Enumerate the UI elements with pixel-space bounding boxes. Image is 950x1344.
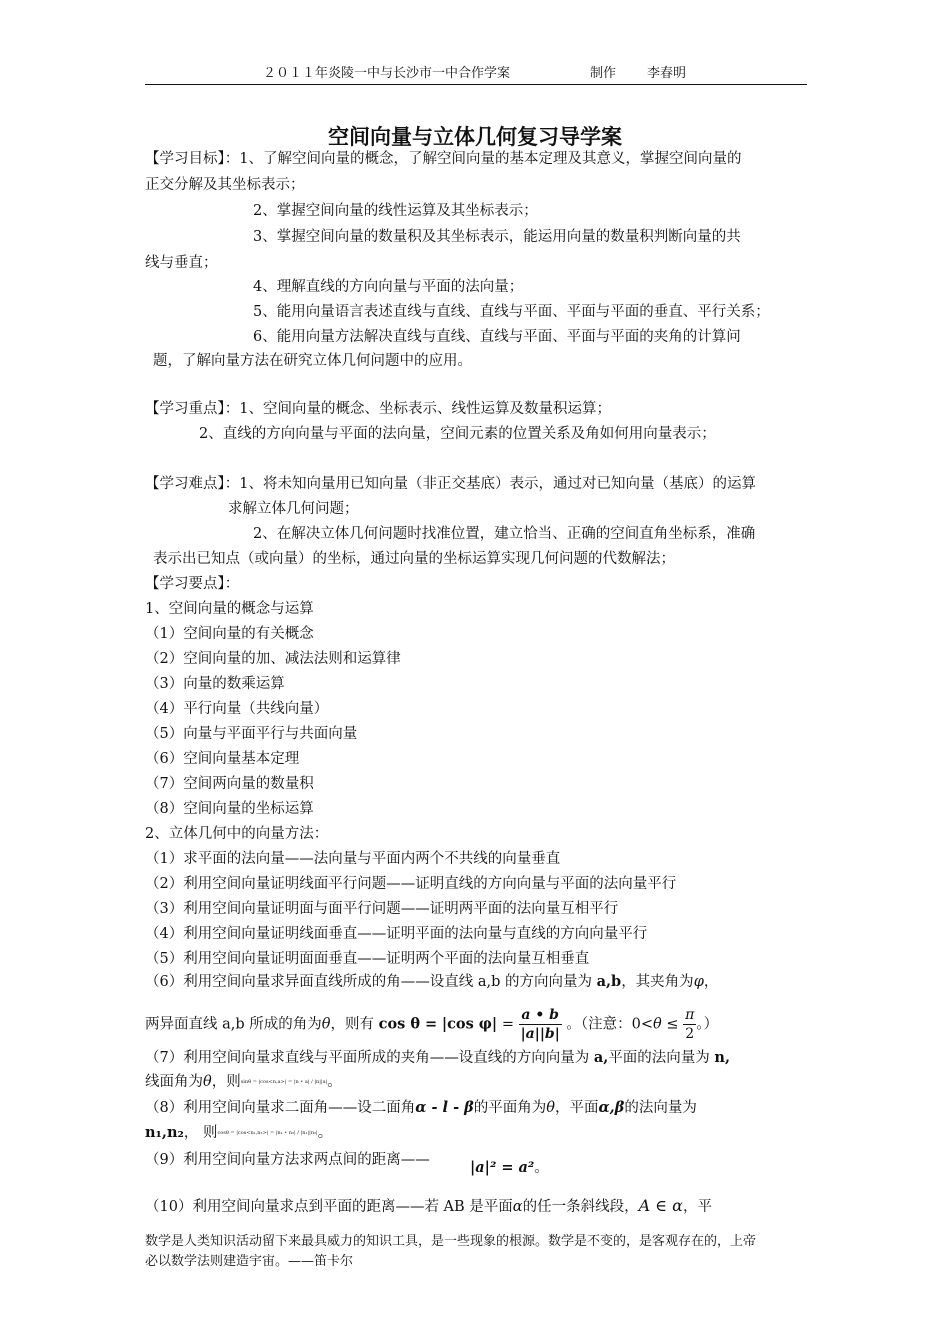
item-10-text: （10）利用空间向量求点到平面的距离——若 AB 是平面 [145, 1199, 513, 1215]
goals-line-3b: 线与垂直； [145, 255, 218, 271]
goals-line-4: 4、理解直线的方向向量与平面的法向量； [253, 279, 524, 295]
section-2-item-8b [145, 1121, 332, 1145]
key-line-1 [145, 397, 611, 421]
section-2-item-6-formula [145, 1006, 718, 1043]
diff-line-2b: 表示出已知点（或向量）的坐标，通过向量的坐标运算实现几何问题的代数解法； [153, 551, 675, 567]
cos-formula: cosθ = |cos<n₁,n₂>| = |n₁ • n₂| / |n₁||n₂| [217, 1130, 318, 1136]
section-2-item-9 [145, 1148, 430, 1172]
goals-line-1 [145, 147, 741, 171]
goals-line-1b: 正交分解及其坐标表示； [145, 177, 305, 193]
a-in-alpha: A ∈ α [638, 1196, 683, 1215]
two-digit: 2 [685, 1026, 695, 1042]
pi-symbol: π [685, 1007, 695, 1023]
section-2-item-7 [145, 1046, 730, 1070]
page-footer [145, 1232, 807, 1272]
distance-formula-line [470, 1156, 549, 1180]
item-6b-text-2: ，则有 [330, 1016, 374, 1033]
section-2-item-2: （2）利用空间向量证明线面平行问题——证明直线的方向向量与平面的法向量平行 [145, 876, 677, 892]
fraction-numerator: a • b [519, 1006, 562, 1025]
item-8-text-3: ，平面 [555, 1100, 599, 1116]
item-8b-then: ， 则 [183, 1125, 218, 1141]
goals-line-3: 3、掌握空间向量的数量积及其坐标表示，能运用向量的数量积判断向量的共 [253, 229, 741, 245]
diff-text-1: ：1、将未知向量用已知向量（非正交基底）表示，通过对已知向量（基底）的运算 [224, 476, 756, 492]
theta-symbol: θ [321, 1016, 331, 1033]
item-10-text-3: ，平 [682, 1199, 712, 1215]
alpha-symbol: α [512, 1199, 523, 1215]
section-2-item-1: （1）求平面的法向量——法向量与平面内两个不共线的向量垂直 [145, 851, 561, 867]
sin-formula: sinθ = |cos<n,a>| = |n • a| / |n||a| [240, 1079, 328, 1085]
section-2-item-3: （3）利用空间向量证明面与面平行问题——证明两平面的法向量互相平行 [145, 901, 619, 917]
note-close: 。） [696, 1016, 719, 1033]
item-7-vector-n: n, [714, 1049, 730, 1066]
key-label: 【学习重点】 [145, 401, 225, 417]
item-7-text: （7）利用空间向量求直线与平面所成的夹角——设直线的方向向量为 [145, 1050, 594, 1066]
diff-label: 【学习难点】 [145, 476, 225, 492]
key-text-1: ：1、空间向量的概念、坐标表示、线性运算及数量积运算； [224, 401, 611, 417]
pi-over-two [683, 1006, 696, 1043]
section-2-item-5: （5）利用空间向量证明面面垂直——证明两个平面的法向量互相垂直 [145, 951, 590, 967]
page-header [145, 64, 807, 85]
item-6-text: （6）利用空间向量求异面直线所成的角——设直线 a,b 的方向向量为 [145, 974, 597, 990]
fraction-denominator: |a||b| [520, 1026, 560, 1042]
goals-line-5: 5、能用向量语言表述直线与直线、直线与平面、平面与平面的垂直、平行关系； [253, 304, 770, 320]
section-2-item-6: （6）利用空间向量求异面直线所成的角——设直线 a,b 的方向向量为 a,b，其夹角为φ， [145, 973, 719, 990]
theta-symbol: θ [203, 1074, 212, 1090]
diff-line-2: 2、在解决立体几何问题时找准位置，建立恰当、正确的空间直角坐标系，准确 [253, 526, 756, 542]
cos-theta-lhs: cos θ = [378, 1015, 438, 1033]
item-8-text-4: 的法向量为 [624, 1100, 697, 1116]
goals-text-1: ：1、了解空间向量的概念，了解空间向量的基本定理及其意义，掌握空间向量的 [224, 151, 742, 167]
item-7b-text: 线面角为 [145, 1074, 203, 1090]
normal-vectors: n₁,n₂ [145, 1124, 184, 1141]
section-2-item-10 [145, 1194, 712, 1219]
section-2-title: 2、立体几何中的向量方法： [145, 826, 329, 842]
alpha-beta-symbol: α,β [598, 1099, 625, 1116]
section-1-item: （7）空间两向量的数量积 [145, 776, 314, 792]
item-7b-end: 。 [327, 1074, 342, 1090]
page-title: 空间向量与立体几何复习导学案 [328, 125, 622, 149]
header-made: 制作 [590, 66, 617, 81]
theta-symbol: θ [546, 1100, 555, 1116]
theta-le: θ ≤ [653, 1016, 679, 1033]
diff-line-1 [145, 472, 756, 496]
goals-line-6: 6、能用向量方法解决直线与直线、直线与平面、平面与平面的夹角的计算问 [253, 329, 741, 345]
item-9-end: 。 [534, 1160, 549, 1176]
item-6-vectors: a,b [596, 973, 622, 990]
item-8-text-2: 的平面角为 [473, 1100, 547, 1116]
points-label: 【学习要点】： [145, 576, 240, 592]
item-7-vector-a: a, [593, 1049, 609, 1066]
goals-label: 【学习目标】 [145, 151, 225, 167]
section-1-item: （4）平行向量（共线向量） [145, 701, 329, 717]
section-2-item-4: （4）利用空间向量证明线面垂直——证明平面的法向量与直线的方向向量平行 [145, 926, 648, 942]
item-8-text: （8）利用空间向量求二面角——设二面角 [145, 1100, 416, 1116]
section-1-title: 1、空间向量的概念与运算 [145, 601, 314, 617]
footer-line-1: 数学是人类知识活动留下来最具威力的知识工具，是一些现象的根源。数学是不变的，是客观存在的，上帝 [145, 1234, 757, 1249]
section-2-item-8 [145, 1096, 697, 1120]
item-7-text-2: 平面的法向量为 [608, 1050, 715, 1066]
footer-line-2: 必以数学法则建造宇宙。——笛卡尔 [145, 1254, 354, 1269]
goals-line-2: 2、掌握空间向量的线性运算及其坐标表示； [253, 203, 538, 219]
header-author: 李春明 [647, 66, 687, 81]
note-open: 。（注意：0< [566, 1016, 654, 1033]
item-6b-text: 两异面直线 a,b 所成的角为 [145, 1016, 322, 1033]
section-1-item: （3）向量的数乘运算 [145, 676, 285, 692]
key-line-2: 2、直线的方向向量与平面的法向量，空间元素的位置关系及角如何用向量表示； [199, 426, 716, 442]
diff-line-1b: 求解立体几何问题； [228, 501, 359, 517]
header-school: ２０１１年炎陵一中与长沙市一中合作学案 [263, 66, 511, 81]
section-1-item: （8）空间向量的坐标运算 [145, 801, 314, 817]
item-8b-end: 。 [317, 1125, 333, 1141]
item-10-text-2: 的任一条斜线段， [522, 1199, 639, 1215]
section-1-item: （6）空间向量基本定理 [145, 751, 300, 767]
section-1-item: （5）向量与平面平行与共面向量 [145, 726, 358, 742]
item-9-text: （9）利用空间向量方法求两点间的距离—— [145, 1152, 430, 1168]
section-2-item-7b [145, 1070, 342, 1094]
abs-cos-phi: |cos φ| [441, 1015, 498, 1033]
equals-sign: = [501, 1016, 514, 1033]
distance-formula: |a|² = a² [470, 1159, 535, 1176]
item-6-text-2: ，其夹角为 [621, 974, 694, 990]
section-1-item: （1）空间向量的有关概念 [145, 626, 314, 642]
goals-line-6b: 题，了解向量方法在研究立体几何问题中的应用。 [153, 353, 472, 369]
item-7b-then: ，则 [211, 1074, 241, 1090]
angle-fraction [519, 1006, 562, 1043]
dihedral-symbol: α - l - β [415, 1099, 474, 1116]
phi-symbol: φ [693, 974, 704, 990]
section-1-item: （2）空间向量的加、减法法则和运算律 [145, 651, 401, 667]
